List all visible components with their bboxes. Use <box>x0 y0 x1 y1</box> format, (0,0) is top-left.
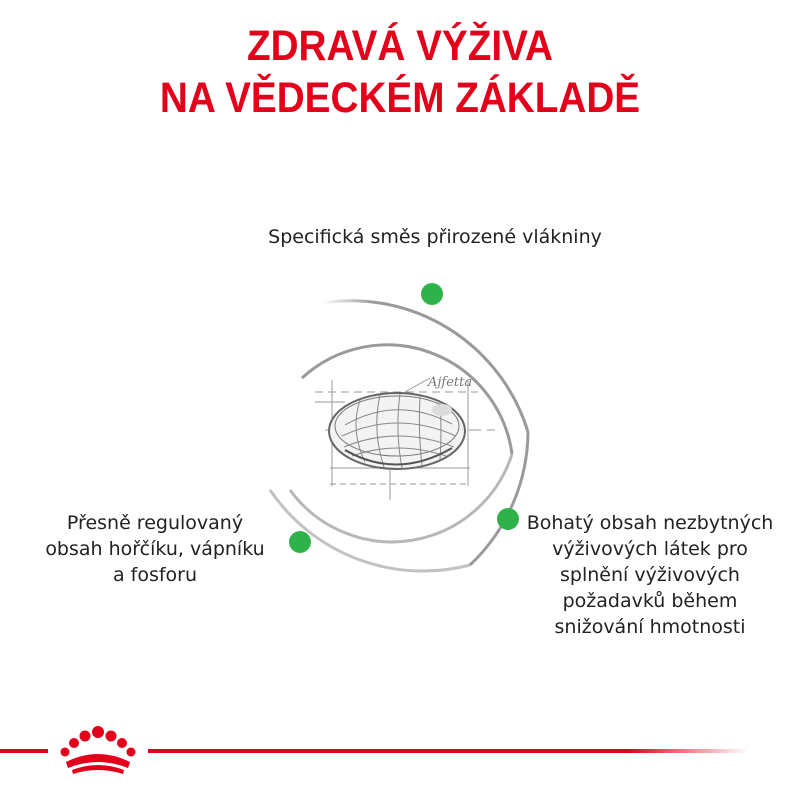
feature-fiber-text: Specifická směs přirozené vlákniny <box>268 226 602 248</box>
brand-line-left <box>0 749 48 753</box>
marker-left-dot <box>289 531 311 553</box>
sketch-note: Ajfetta <box>428 375 473 390</box>
marker-right-dot <box>497 508 519 530</box>
feature-nutrients-text: Bohatý obsah nezbytných výživových látek pro splnění výživových požadavků během snižování hmotnosti <box>526 512 774 638</box>
royal-crown-logo <box>52 722 144 778</box>
marker-top-dot <box>421 283 443 305</box>
title-line-2: NA VĚDECKÉM ZÁKLADĚ <box>159 74 641 122</box>
title-line-1: ZDRAVÁ VÝŽIVA <box>246 22 554 70</box>
feature-minerals-text: Přesně regulovaný obsah hořčíku, vápníku a fosforu <box>45 512 265 586</box>
kibble-sketch <box>329 393 465 469</box>
brand-line-right <box>148 749 748 753</box>
